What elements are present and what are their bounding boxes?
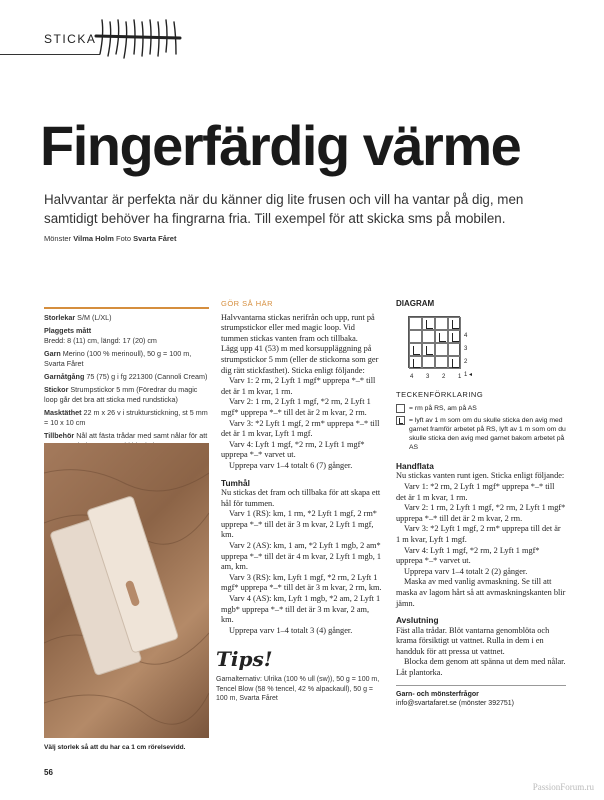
credit-pattern-author: Vilma Holm: [73, 234, 114, 243]
row-2: Varv 2: 1 rm, 2 Lyft 1 mgf, *2 rm, 2 Lyft 1 mgf* upprepa *–* till det är 2 m kvar, 2 rm.: [221, 397, 371, 417]
diagram-cell: [422, 330, 435, 343]
diagram-cell: [448, 317, 461, 330]
watermark: PassionForum.ru: [532, 782, 594, 792]
instructions-heading: GÖR SÅ HÄR: [221, 299, 274, 308]
repeat-note: Upprepa varv 1–4 totalt 6 (7) gånger.: [229, 460, 353, 470]
diagram-cell: [435, 330, 448, 343]
legend-item-slip: = lyft av 1 m som om du skulle sticka den avig med garnet framför arbetet på RS, lyft av 1 m som om du skulle sticka den avig med garnet bakom arbetet på AS: [396, 416, 566, 452]
finishing-text-2: Blocka dem genom att spänna ut dem med nålar. Låt plantorka.: [396, 657, 566, 678]
instructions-intro: Halvvantarna stickas nerifrån och upp, runt på strumpstickor eller med magic loop. Vid tummen stickas vanten fram och tillbaka.: [221, 312, 375, 343]
palm-row-3: Varv 3: *2 Lyft 1 mgf, 2 rm* upprepa till det är 1 m kvar, Lyft 1 mgf.: [396, 524, 561, 544]
palm-row-2: Varv 2: 1 rm, 2 Lyft 1 mgf, *2 rm, 2 Lyft 1 mgf* upprepa *–* till det är 2 m kvar, 2 rm.: [396, 503, 566, 523]
slip-stitch-icon: [396, 416, 405, 425]
diagram-title: DIAGRAM: [396, 299, 435, 308]
legend-title: TECKENFÖRKLARING: [396, 390, 484, 400]
thumb-row-3: Varv 3 (RS): km, Lyft 1 mgf, *2 rm, 2 Lyft 1 mgf* upprepa *–* till det är 3 m kvar, 2 rm, km.: [221, 572, 382, 593]
diagram-cell: [409, 343, 422, 356]
diagram-cell: [422, 356, 435, 369]
palm-row-4: Varv 4: Lyft 1 mgf, *2 rm, 2 Lyft 1 mgf* upprepa *–* varvet ut.: [396, 545, 540, 566]
diagram-cell: [422, 317, 435, 330]
fact-gauge: Masktäthet 22 m x 26 v i strukturstickning, st 5 mm = 10 x 10 cm: [44, 408, 208, 427]
diagram-cell: [409, 330, 422, 343]
thumb-row-4: Varv 4 (AS): km, Lyft 1 mgb, *2 am, 2 Lyft 1 mgb* upprepa *–* till det är 3 m kvar, 2 am, km.: [221, 594, 381, 625]
section-label: STICKA: [44, 32, 97, 46]
right-column: [396, 299, 566, 709]
thumb-intro: Nu stickas det fram och tillbaka för att skapa ett hål för tummen.: [221, 488, 381, 508]
diagram-cell: [448, 330, 461, 343]
credit-pattern-label: Mönster: [44, 234, 72, 243]
page-title: Fingerfärdig värme: [40, 114, 521, 177]
tips-text: Garnalternativ: Ulrika (100 % ull (sw)), 50 g = 100 m, Tencel Blow (58 % tencel, 42 % alpackaull), 50 g = 100 m, Svarta Fåret: [216, 676, 380, 702]
palm-repeat-note: Upprepa varv 1–4 totalt 2 (2) gånger.: [404, 566, 528, 576]
palm-cast-off: Maska av med vanlig avmaskning. Se till att maska av lagom hårt så att avmaskningskanten blir jämn.: [396, 577, 566, 608]
thumb-repeat-note: Upprepa varv 1–4 totalt 3 (4) gånger.: [229, 625, 353, 635]
mitts-illustration: [44, 443, 209, 738]
diagram-cell: [448, 356, 461, 369]
row-1: Varv 1: 2 rm, 2 Lyft 1 mgf* upprepa *–* till det är 1 m kvar, 1 rm.: [221, 376, 376, 396]
diagram-cell: [435, 343, 448, 356]
diagram-cell: [409, 356, 422, 369]
finishing-heading: Avslutning: [396, 615, 439, 626]
diagram-cell: [435, 356, 448, 369]
photo-caption: Välj storlek så att du har ca 1 cm rörelsevidd.: [44, 744, 186, 751]
tips-title: Tips!: [216, 647, 273, 671]
fact-notions: Tillbehör Nål att fästa trådar med samt nålar för att: [44, 431, 208, 440]
fact-needles: Stickor Strumpstickor 5 mm (Föredrar du magic loop går det bra att sticka med rundsticka): [44, 385, 198, 404]
fact-sizes: Storlekar S/M (L/XL): [44, 313, 112, 322]
facts-box: [44, 307, 209, 454]
diagram-column-numbers: 4 3 2 1: [410, 373, 467, 380]
section-header: [0, 26, 604, 56]
thumb-row-1: Varv 1 (RS): km, 1 rm, *2 Lyft 1 mgf, 2 rm* upprepa *–* till det är 3 m kvar, 2 Lyft 1 mgf, km.: [221, 509, 377, 540]
header-rule: [0, 54, 100, 55]
lead-paragraph: Halvvantar är perfekta när du känner dig lite frusen och vill ha vantar på dig, men samtidigt behöver ha fingrarna fria. Till exempel för att skicka sms på mobilen.: [44, 192, 524, 226]
diagram-grid: [408, 316, 460, 368]
diagram-cell: [448, 343, 461, 356]
thumb-heading: Tumhål: [221, 477, 250, 488]
fact-measurements: Plaggets mått Bredd: 8 (11) cm, längd: 17 (20) cm: [44, 326, 157, 345]
palm-intro: Nu stickas vanten runt igen. Sticka enligt följande:: [396, 471, 565, 481]
row-3: Varv 3: *2 Lyft 1 mgf, 2 rm* upprepa *–* till det är 1 m kvar, Lyft 1 mgf.: [221, 418, 380, 439]
credit-photo-label: Foto: [116, 234, 132, 243]
row-4: Varv 4: Lyft 1 mgf, *2 rm, 2 Lyft 1 mgf* upprepa *–* varvet ut.: [221, 439, 365, 460]
diagram-row-numbers: 4 3 2 1 ◂: [464, 332, 473, 378]
fact-yarn: Garn Merino (100 % merinoull), 50 g = 100 m, Svarta Fåret: [44, 349, 192, 368]
divider: [396, 685, 566, 686]
tips-box: [216, 647, 386, 704]
instructions-cast-on: Lägg upp 41 (53) m med korsuppläggning på strumpstickor 5 mm (eller de stickorna som ger dig rätt stickfasthet). Sticka enligt följande:: [221, 344, 379, 375]
contact-heading: Garn- och mönsterfrågor: [396, 690, 479, 698]
credit-photo-author: Svarta Fåret: [133, 234, 177, 243]
empty-square-icon: [396, 404, 405, 413]
yarn-skein-icon: [92, 14, 182, 60]
page-number: 56: [44, 768, 53, 777]
contact-info: [396, 690, 566, 709]
legend-item-knit: = rm på RS, am på AS: [396, 404, 566, 413]
credits: [44, 234, 176, 243]
contact-email[interactable]: info@svartafaret.se (mönster 392751): [396, 700, 514, 708]
instructions-column: [221, 299, 383, 636]
diagram-cell: [435, 317, 448, 330]
fact-yarn-amount: Garnåtgång 75 (75) g i fg 221300 (Cannoli Cream): [44, 372, 208, 381]
palm-heading: Handflata: [396, 460, 434, 471]
diagram: [396, 316, 566, 383]
product-photo: [44, 443, 209, 738]
diagram-cell: [409, 317, 422, 330]
thumb-row-2: Varv 2 (AS): km, 1 am, *2 Lyft 1 mgb, 2 am* upprepa *–* till det är 4 m kvar, 2 Lyft 1 mgb, 1 am, km.: [221, 541, 382, 572]
finishing-text-1: Fäst alla trådar. Blöt vantarna genomblöta och krama försiktigt ut vattnet. Rulla in dem i en handduk för att pressa ut vattnet.: [396, 625, 550, 656]
diagram-cell: [422, 343, 435, 356]
palm-row-1: Varv 1: *2 rm, 2 Lyft 1 mgf* upprepa *–* till det är 1 m kvar, 1 rm.: [396, 481, 555, 502]
